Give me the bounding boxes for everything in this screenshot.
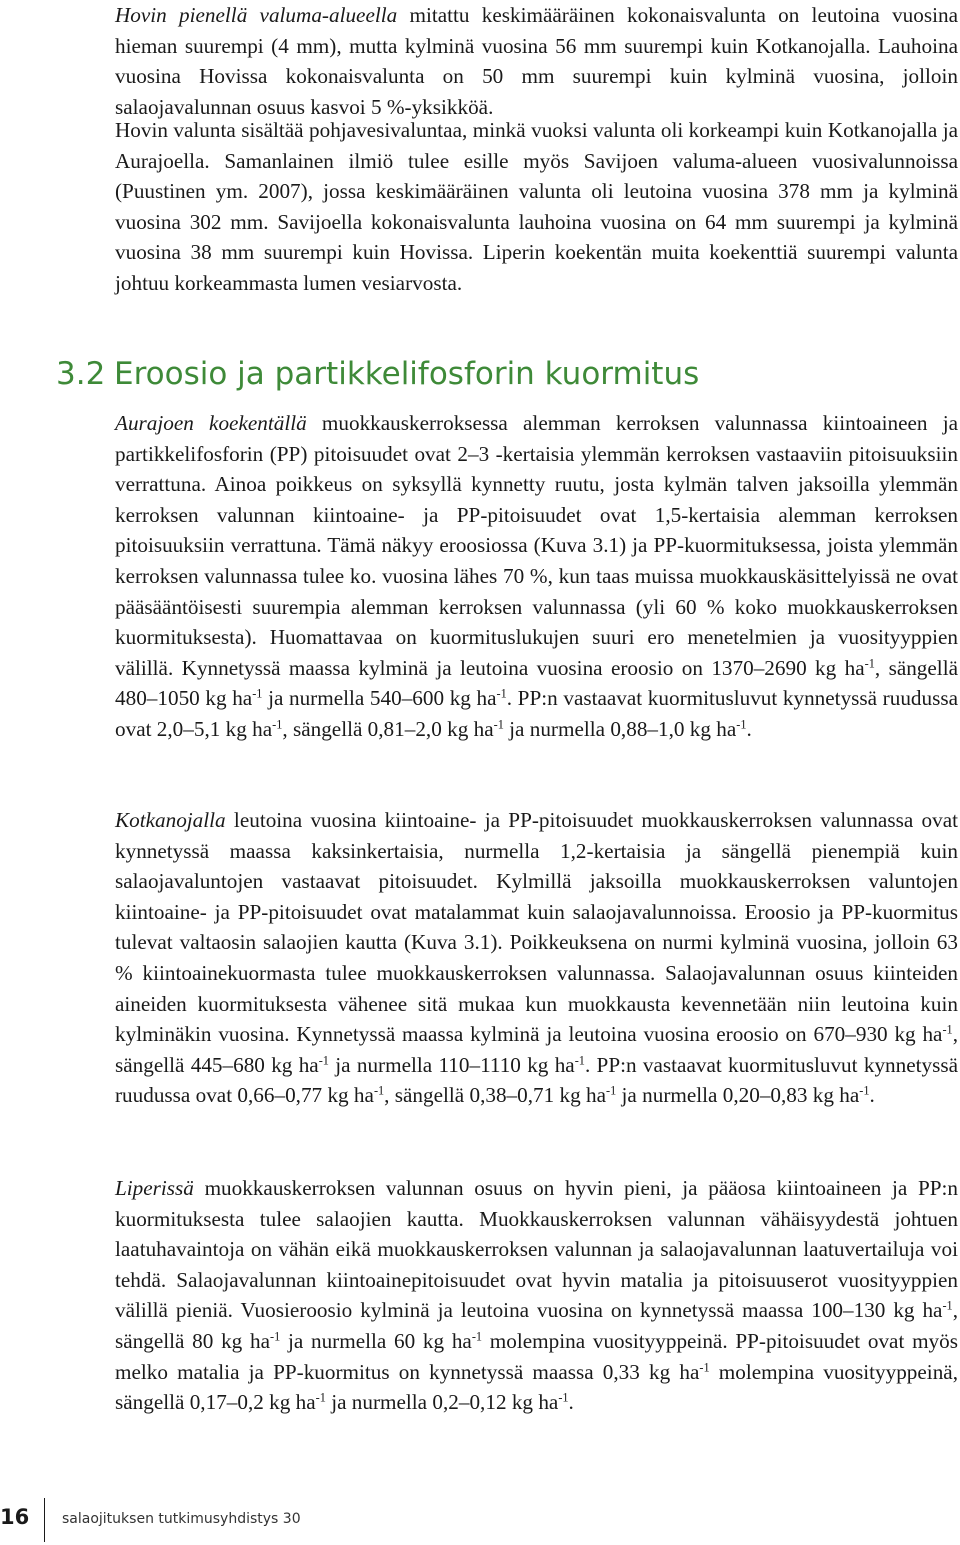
unit-exponent: -1 <box>942 1299 953 1313</box>
paragraph-text: ja nurmella 540–600 kg ha <box>262 686 497 711</box>
page-number: 16 <box>0 1505 30 1529</box>
paragraph-hovi-intro <box>115 0 958 122</box>
unit-exponent: -1 <box>493 717 504 732</box>
paragraph-text: , sängellä 445–680 kg ha <box>115 1022 958 1077</box>
paragraph-text: ja nurmella 0,2–0,12 kg ha <box>325 1390 559 1415</box>
unit-exponent: -1 <box>496 686 507 701</box>
unit-exponent: -1 <box>315 1390 326 1405</box>
unit-exponent: -1 <box>699 1360 710 1375</box>
unit-exponent: -1 <box>269 1329 281 1344</box>
unit-exponent: -1 <box>574 1053 585 1068</box>
unit-exponent: -1 <box>318 1053 329 1068</box>
paragraph-aurajoki <box>115 408 958 745</box>
section-heading <box>56 354 699 394</box>
paragraph-text: ja nurmella 0,20–0,83 kg ha <box>616 1083 860 1108</box>
unit-exponent: -1 <box>373 1083 385 1098</box>
paragraph-text: . <box>746 716 752 741</box>
unit-exponent: -1 <box>252 686 263 701</box>
paragraph-text: , sängellä 0,81–2,0 kg ha <box>282 716 494 741</box>
paragraph-text: . <box>568 1390 574 1415</box>
unit-exponent: -1 <box>471 1329 483 1344</box>
unit-exponent: -1 <box>606 1083 617 1098</box>
footer-divider <box>44 1498 45 1542</box>
paragraph-text: , sängellä 80 kg ha <box>115 1298 958 1353</box>
paragraph-hovi-runoff <box>115 115 958 299</box>
site-name: Hovin pienellä valuma-alueella <box>115 3 398 27</box>
paragraph-text: , sängellä 0,38–0,71 kg ha <box>384 1083 607 1108</box>
site-name: Kotkanojalla <box>115 808 226 832</box>
paragraph-text: ja nurmella 60 kg ha <box>280 1328 472 1353</box>
unit-exponent: -1 <box>558 1390 569 1405</box>
paragraph-text: . PP:n vastaavat kuormitusluvut kynnetyssä ruudussa ovat 2,0–5,1 kg ha <box>115 686 959 741</box>
unit-exponent: -1 <box>942 1022 953 1037</box>
paragraph-text: . PP:n vastaavat kuormitusluvut kynnetyssä ruudussa ovat 0,66–0,77 kg ha <box>115 1052 959 1108</box>
section-title: Eroosio ja partikkelifosforin kuormitus <box>114 356 700 392</box>
paragraph-text: . <box>869 1083 875 1108</box>
site-name: Aurajoen koekentällä <box>115 411 307 435</box>
paragraph-text: muokkauskerroksen valunnan osuus on hyvin pieni, ja pääosa kiintoaineen ja PP:n kuormituksesta tulee salaojien kautta. Muokkauskerroksen valunnan vähäisyydestä johtuen laatuhavaintoja on vähän eikä muokkauskerroksen valunnan ja salaojavalunnan laatuvertailuja voi tehdä. Salaojavalunnan kiintoainepitoisuudet ovat hyvin matalia ja pitoisuuserot vuosityyppien välillä pieniä. Vuosieroosio kylminä ja leutoina vuosina on kynnetyssä maassa 100–130 kg ha <box>115 1176 958 1323</box>
paragraph-text: Hovin valunta sisältää pohjavesivaluntaa, minkä vuoksi valunta oli korkeampi kuin Kotkanojalla ja Aurajoella. Samanlainen ilmiö tulee esille myös Savijoen valuma-alueen vuosivalunnoissa (Puustinen ym. 2007), jossa keskimääräinen valunta oli leutoina vuosina 378 mm ja kylminä vuosina 302 mm. Savijoella kokonaisvalunta lauhoina vuosina on 64 mm suurempi ja kylminä vuosina 38 mm suurempi kuin Hovissa. Liperin koekentän muita koekenttiä suurempi valunta johtuu korkeammasta lumen vesiarvosta. <box>115 118 958 295</box>
paragraph-text: leutoina vuosina kiintoaine- ja PP-pitoisuudet muokkauskerroksen valunnassa ovat kynnetyssä maassa kaksinkertaisia, nurmella 1,2-kertaisia ja sängellä pienempiä kuin salaojavaluntojen vastaavat pitoisuudet. Kylmillä jaksoilla muokkauskerroksen valuntojen kiintoaine- ja PP-pitoisuudet ovat matalammat kuin salaojavalunnoissa. Eroosio ja PP-kuormitus tulevat valtaosin salaojien kautta (Kuva 3.1). Poikkeuksena on nurmi kylminä vuosina, jolloin 63 % kiintoainekuormasta tulee muokkauskerroksen valunnassa. Salaojavalunnan osuus kiinteiden aineiden kuormituksesta vähenee sitä mukaa kun muokkausta kevennetään niin leutoina kuin kylminäkin vuosina. Kynnetyssä maassa kylminä ja leutoina vuosina eroosio on 670–930 kg ha <box>115 808 958 1047</box>
paragraph-text: ja nurmella 110–1110 kg ha <box>328 1052 575 1077</box>
paragraph-liperi <box>115 1173 958 1418</box>
paragraph-text: mitattu keskimääräinen kokonaisvalunta on leutoina vuosina hieman suurempi (4 mm), mutta kylminä vuosina 56 mm suurempi kuin Kotkanojalla. Lauhoina vuosina Hovissa kokonaisvalunta on 50 mm suurempi kuin kylminä vuosina, jolloin salaojavalunnan osuus kasvoi 5 %-yksikköä. <box>115 3 958 119</box>
paragraph-text: molempina vuosityyppeinä, sängellä 0,17–0,2 kg ha <box>115 1359 958 1415</box>
site-name: Liperissä <box>115 1176 194 1200</box>
footer-publication: salaojituksen tutkimusyhdistys 30 <box>62 1511 301 1527</box>
unit-exponent: -1 <box>736 717 747 732</box>
paragraph-text: molempina vuosityyppeinä. PP-pitoisuudet ovat myös melko matalia ja PP-kuormitus on kynnetyssä maassa 0,33 kg ha <box>115 1328 958 1384</box>
paragraph-text: muokkauskerroksessa alemman kerroksen valunnassa kiintoaineen ja partikkelifosforin (PP) pitoisuudet ovat 2–3 -kertaisia ylemmän kerroksen vastaaviin pitoisuuksiin verrattuna. Ainoa poikkeus on syksyllä kynnetty ruutu, josta kylmän talven jaksoilla ylemmän kerroksen valunnan kiintoaine- ja PP-pitoisuudet ovat 1,5-kertaisia alemman kerroksen pitoisuuksiin verrattuna. Tämä näkyy eroosiossa (Kuva 3.1) ja PP-kuormituksessa, joista ylemmän kerroksen valunnassa tulee ko. vuosina lähes 70 %, kun taas muissa muokkauskäsittelyissä ne ovat pääsääntöisesti suurempia alemman kerroksen valunnassa (yli 60 % koko muokkauskerroksen kuormituksesta). Huomattavaa on kuormituslukujen suuri ero menetelmien ja vuosityyppien välillä. Kynnetyssä maassa kylminä ja leutoina vuosina eroosio on 1370–2690 kg ha <box>115 411 958 680</box>
paragraph-text: , sängellä 480–1050 kg ha <box>115 655 958 711</box>
unit-exponent: -1 <box>864 656 875 671</box>
paragraph-text: ja nurmella 0,88–1,0 kg ha <box>503 716 737 741</box>
paragraph-kotkanoja <box>115 805 958 1111</box>
unit-exponent: -1 <box>859 1083 870 1098</box>
unit-exponent: -1 <box>272 717 283 732</box>
section-number: 3.2 <box>56 356 106 392</box>
